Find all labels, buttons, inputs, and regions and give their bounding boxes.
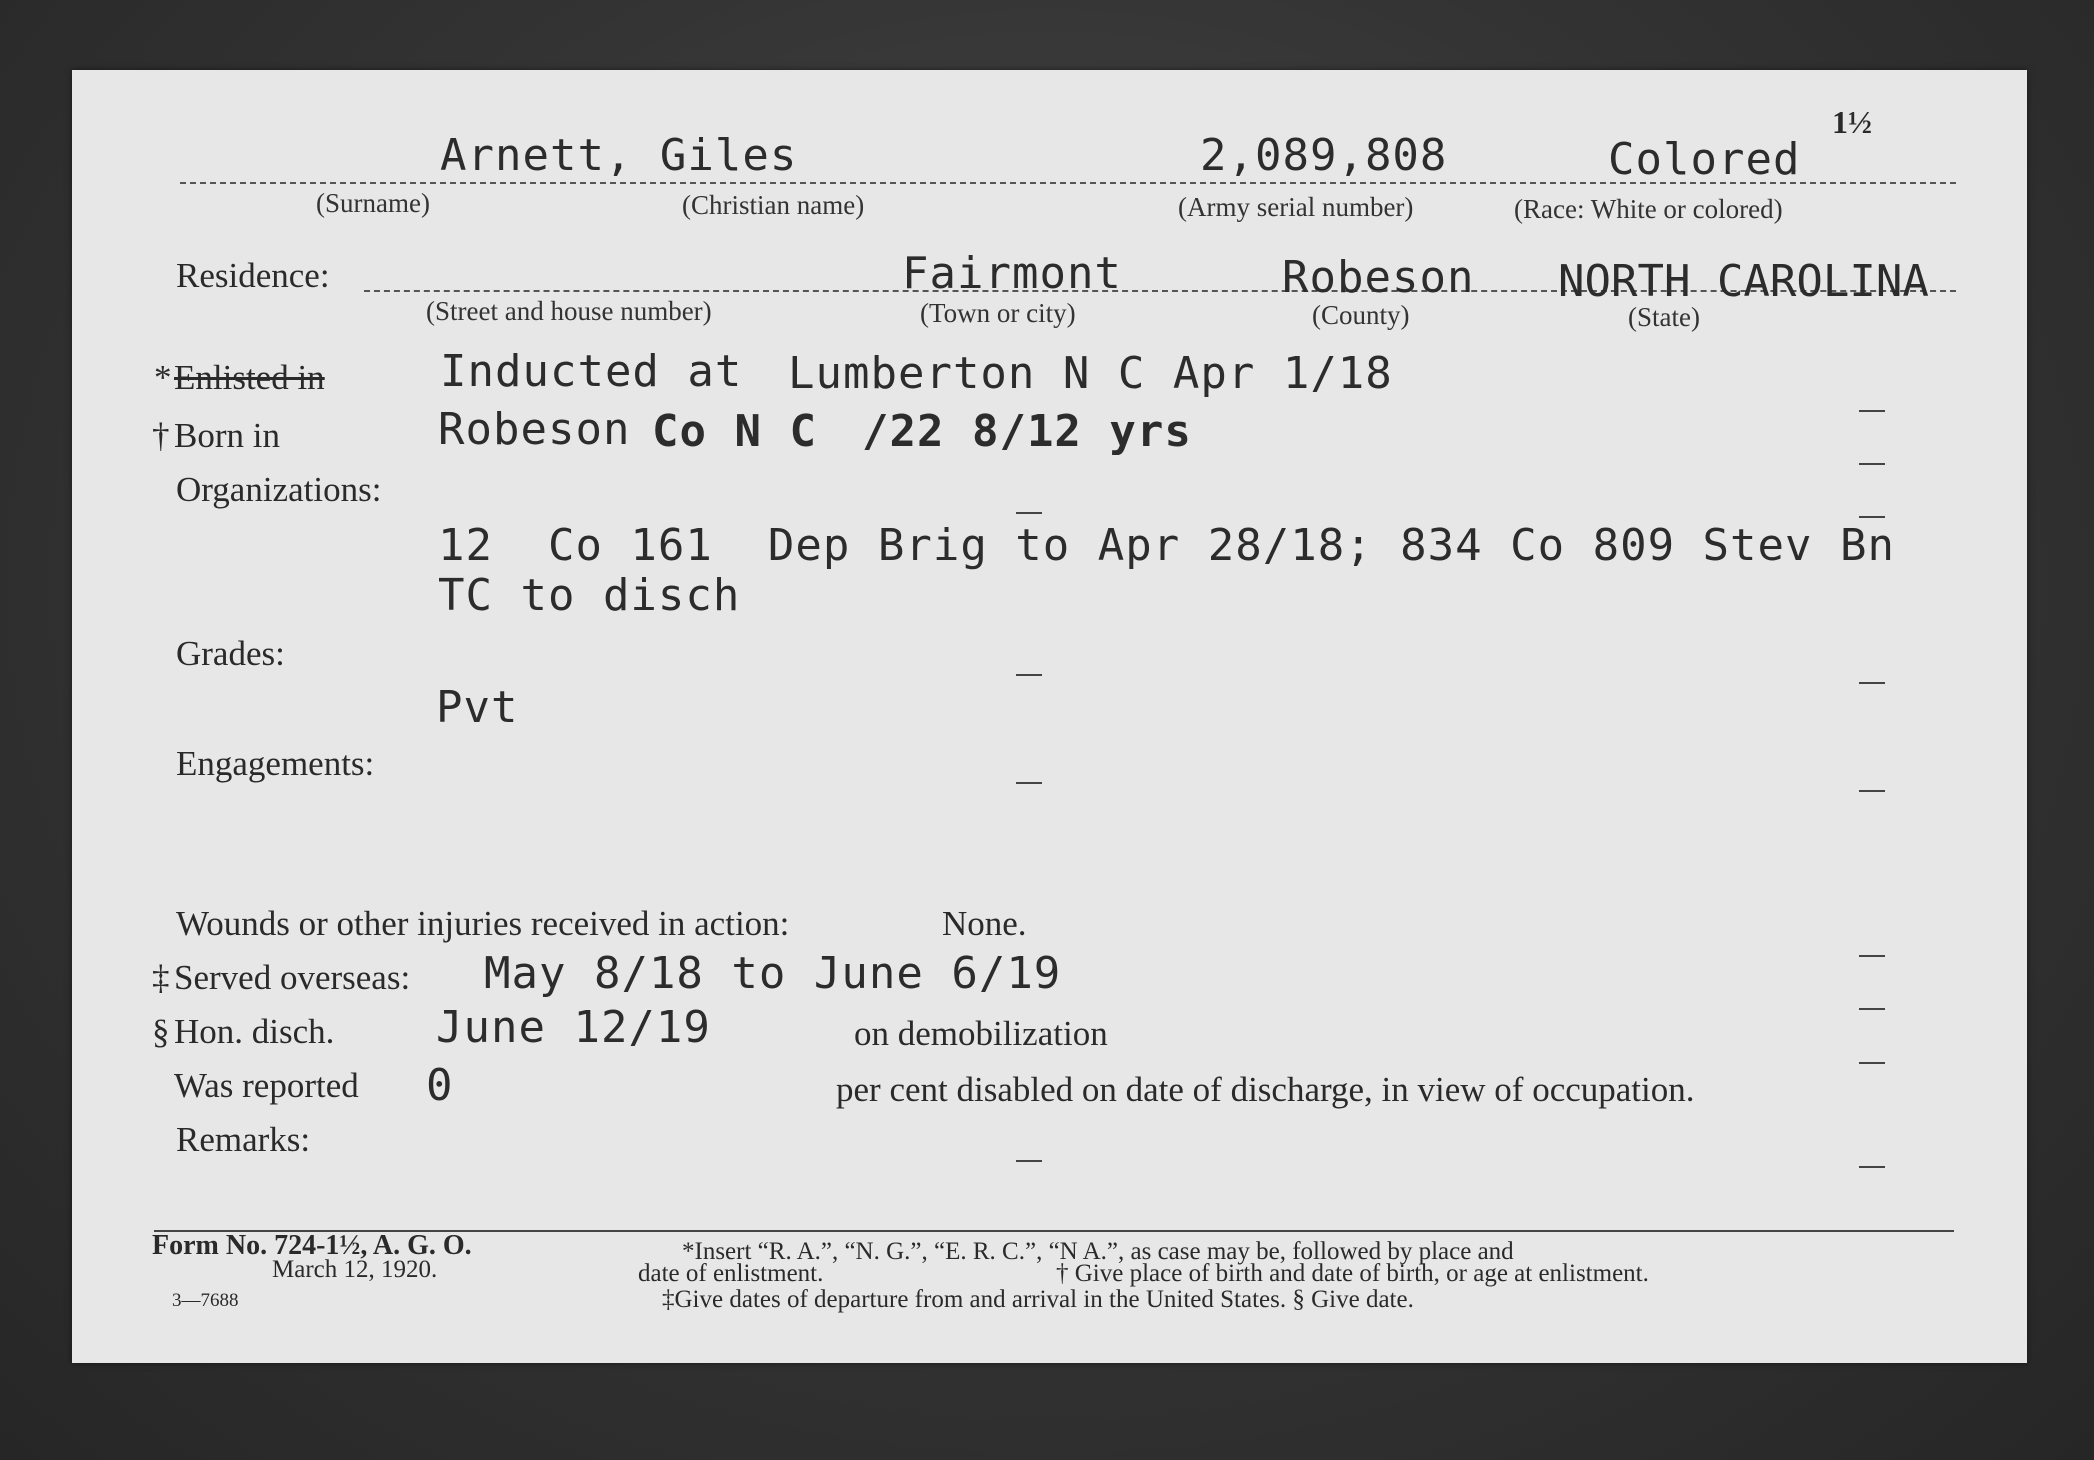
- caption-surname: (Surname): [316, 188, 430, 218]
- surname-name-value: Arnett, Giles: [440, 130, 798, 181]
- organizations-line-2: TC to disch: [438, 570, 741, 621]
- right-dash: [1859, 463, 1885, 465]
- hon-disch-mark: §: [152, 1012, 170, 1051]
- born-value-a: Robeson: [438, 404, 631, 455]
- footnote-1: *Insert “R. A.”, “N. G.”, “E. R. C.”, “N A.”, as case may be, followed by place and: [682, 1238, 1514, 1265]
- born-label: Born in: [174, 416, 280, 455]
- wounds-value: None.: [942, 904, 1027, 943]
- grades-label: Grades:: [176, 634, 285, 673]
- grades-value: Pvt: [436, 682, 519, 733]
- organizations-label: Organizations:: [176, 470, 382, 509]
- overseas-label: Served overseas:: [174, 958, 411, 997]
- residence-state: NORTH CAROLINA: [1558, 256, 1929, 307]
- born-mark: †: [152, 416, 170, 455]
- hon-disch-label: Hon. disch.: [174, 1012, 335, 1051]
- born-value-b: Co N C: [652, 406, 817, 457]
- hon-disch-value: June 12/19: [436, 1002, 711, 1053]
- corner-mark: 1½: [1832, 104, 1872, 140]
- caption-state: (State): [1628, 302, 1700, 332]
- mid-dash: [1016, 1160, 1042, 1162]
- form-date: March 12, 1920.: [272, 1256, 438, 1283]
- footnote-2a: date of enlistment.: [638, 1260, 824, 1287]
- was-reported-value: 0: [426, 1060, 454, 1111]
- caption-race: (Race: White or colored): [1514, 194, 1783, 224]
- enlisted-value-b: Lumberton N C Apr 1/18: [788, 348, 1393, 399]
- right-dash: [1859, 1008, 1885, 1010]
- right-dash: [1859, 790, 1885, 792]
- right-dash: [1859, 410, 1885, 412]
- caption-town: (Town or city): [920, 298, 1076, 328]
- print-number: 3—7688: [172, 1290, 239, 1311]
- footnote-2b: † Give place of birth and date of birth, or age at enlistment.: [1056, 1260, 1649, 1287]
- serial-number-value: 2,089,808: [1200, 130, 1448, 181]
- mid-dash: [1016, 782, 1042, 784]
- footnote-3: ‡Give dates of departure from and arrival in the United States. § Give date.: [662, 1286, 1414, 1313]
- caption-county: (County): [1312, 300, 1410, 330]
- residence-town: Fairmont: [902, 248, 1122, 299]
- race-value: Colored: [1608, 134, 1801, 185]
- mid-dash: [1016, 674, 1042, 676]
- mid-dash: [1016, 512, 1042, 514]
- was-reported-label: Was reported: [174, 1066, 359, 1105]
- overseas-value: May 8/18 to June 6/19: [484, 948, 1062, 999]
- hon-disch-suffix: on demobilization: [854, 1014, 1108, 1053]
- was-reported-suffix: per cent disabled on date of discharge, in view of occupation.: [836, 1070, 1695, 1109]
- born-value-c: /22 8/12 yrs: [862, 406, 1192, 457]
- caption-street: (Street and house number): [426, 296, 712, 326]
- caption-serial: (Army serial number): [1178, 192, 1414, 222]
- organizations-line-1: 12 Co 161 Dep Brig to Apr 28/18; 834 Co 809 Stev Bn: [438, 520, 1895, 571]
- right-dash: [1859, 1062, 1885, 1064]
- overseas-mark: ‡: [152, 958, 170, 997]
- enlisted-mark: *: [154, 358, 172, 397]
- right-dash: [1859, 1166, 1885, 1168]
- right-dash: [1859, 516, 1885, 518]
- residence-label: Residence:: [176, 256, 330, 295]
- right-dash: [1859, 682, 1885, 684]
- wounds-label: Wounds or other injuries received in action:: [176, 904, 790, 943]
- remarks-label: Remarks:: [176, 1120, 311, 1159]
- engagements-label: Engagements:: [176, 744, 375, 783]
- caption-christian-name: (Christian name): [682, 190, 865, 220]
- form-number: Form No. 724-1½, A. G. O.: [152, 1230, 472, 1261]
- right-dash: [1859, 955, 1885, 957]
- enlisted-label: Enlisted in: [174, 358, 325, 397]
- service-record-card: [72, 70, 2027, 1363]
- residence-county: Robeson: [1282, 252, 1475, 303]
- enlisted-value-a: Inducted at: [440, 346, 743, 397]
